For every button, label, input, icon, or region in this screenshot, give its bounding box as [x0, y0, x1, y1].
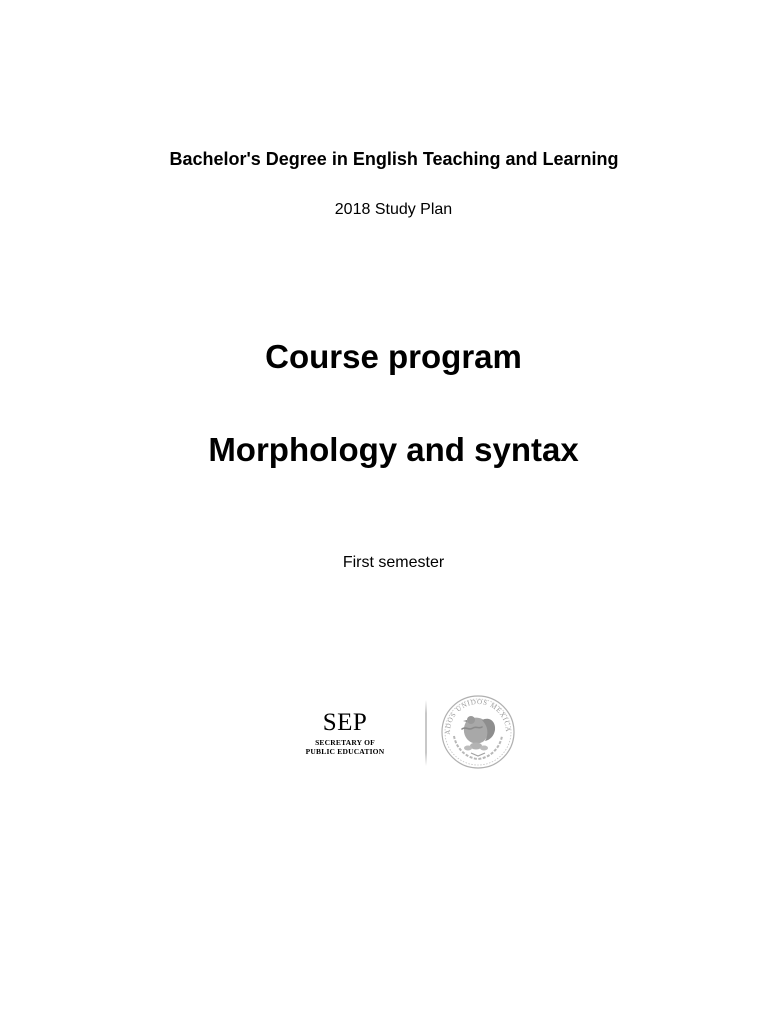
sep-subtitle-line1: SECRETARY OF [315, 738, 375, 747]
mexican-coat-of-arms-icon [438, 692, 518, 772]
sep-logo [300, 708, 390, 756]
degree-title: Bachelor's Degree in English Teaching and Learning [169, 149, 619, 169]
study-plan: 2018 Study Plan [334, 201, 453, 218]
sep-wordmark: SEP [322, 709, 368, 736]
sep-subtitle-line2: PUBLIC EDUCATION [305, 747, 385, 756]
course-name-heading: Morphology and syntax [208, 431, 579, 468]
logo-divider [425, 700, 427, 766]
semester-label: First semester [342, 554, 445, 571]
course-program-heading: Course program [265, 338, 522, 375]
svg-text:ESTADOS UNIDOS MEXICANOS: ADOS UNIDOS MEXICA [443, 697, 513, 735]
